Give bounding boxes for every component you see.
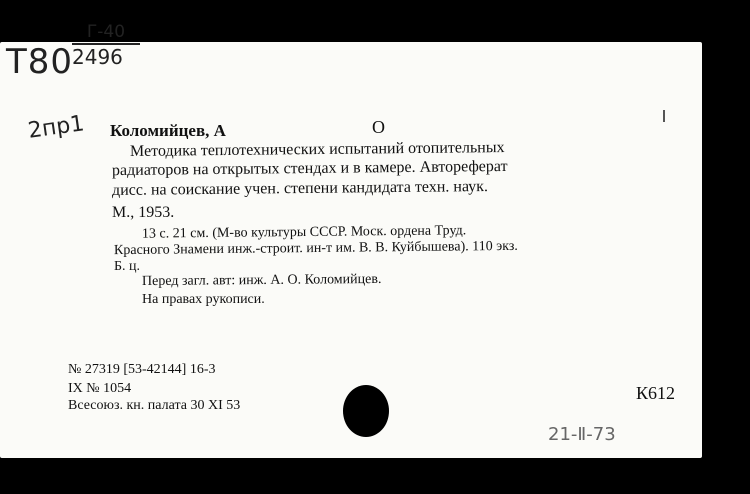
handwritten-bottom-date: 21-Ⅱ-73 xyxy=(548,424,616,445)
classification-code: К612 xyxy=(636,383,676,403)
fraction-numerator: Г-40 xyxy=(86,22,126,42)
title-line-3: дисс. на соискание учен. степени кандидата техн. наук. xyxy=(111,178,489,199)
letter-mark: О xyxy=(372,117,385,137)
imprint-line-1: 13 с. 21 см. (М-во культуры СССР. Моск. ордена Труд. xyxy=(141,223,467,242)
footer-index: IX № 1054 xyxy=(68,381,132,396)
side-handwritten-note: 2пр1 xyxy=(26,111,86,144)
note-line-1: Перед загл. авт: инж. А. О. Коломийцев. xyxy=(141,271,382,290)
shelf-mark: T80 xyxy=(6,42,74,82)
title-line-4: М., 1953. xyxy=(112,204,175,221)
imprint-line-2: Красного Знамени инж.-строит. ин-т им. В. В. Куйбышева). 110 экз. xyxy=(113,238,518,259)
footer-chamber: Всесоюз. кн. палата 30 XI 53 xyxy=(68,398,241,413)
footer-number: № 27319 [53-42144] 16-3 xyxy=(68,362,216,377)
margin-tick-mark xyxy=(663,110,665,122)
fraction-denominator: 2496 xyxy=(72,45,123,69)
ink-blot xyxy=(343,385,389,437)
note-line-2: На правах рукописи. xyxy=(142,292,265,307)
author: Коломийцев, А xyxy=(110,121,226,140)
title-line-2: радиаторов на открытых стендах и в камере. Автореферат xyxy=(111,157,508,180)
title-line-1: Методика теплотехнических испытаний отопительных xyxy=(129,139,505,160)
fraction-mark xyxy=(72,22,140,68)
imprint-line-3: Б. ц. xyxy=(114,259,141,274)
